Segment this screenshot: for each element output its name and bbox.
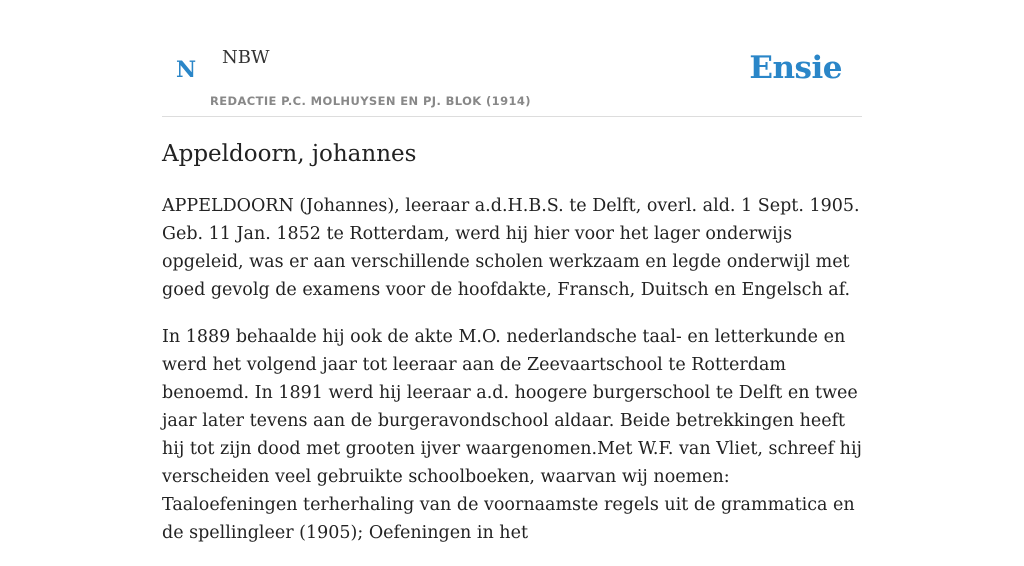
source-logo[interactable]: N <box>176 57 197 83</box>
source-subtitle: REDACTIE P.C. MOLHUYSEN EN PJ. BLOK (1914) <box>210 94 531 108</box>
article-paragraph: In 1889 behaalde hij ook de akte M.O. nederlandsche taal- en letterkunde en werd het volgend jaar tot leeraar aan de Zeevaartschool te Rotterdam benoemd. In 1891 werd hij leeraar a.d. hoogere burgerschool te Delft en twee jaar later tevens aan de burgeravondschool aldaar. Beide betrekkingen heeft hij tot zijn dood met grooten ijver waargenomen.Met W.F. van Vliet, schreef hij verscheiden veel gebruikte schoolboeken, waarvan wij noemen: Taaloefeningen terherhaling van de voornaamste regels uit de grammatica en de spellingleer (1905); Oefeningen in het <box>162 327 862 543</box>
source-name[interactable]: NBW <box>222 47 270 68</box>
article-title: Appeldoorn, johannes <box>162 141 417 167</box>
article-paragraph: APPELDOORN (Johannes), leeraar a.d.H.B.S. te Delft, overl. ald. 1 Sept. 1905. Geb. 11 Jan. 1852 te Rotterdam, werd hij hier voor het lager onderwijs opgeleid, was er aan verschillende scholen werkzaam en legde onderwijl met goed gevolg de examens voor de hoofdakte, Fransch, Duitsch en Engelsch af. <box>162 196 860 300</box>
article <box>162 139 862 566</box>
brand-logo[interactable]: Ensie <box>749 50 842 86</box>
page-header <box>162 0 862 117</box>
